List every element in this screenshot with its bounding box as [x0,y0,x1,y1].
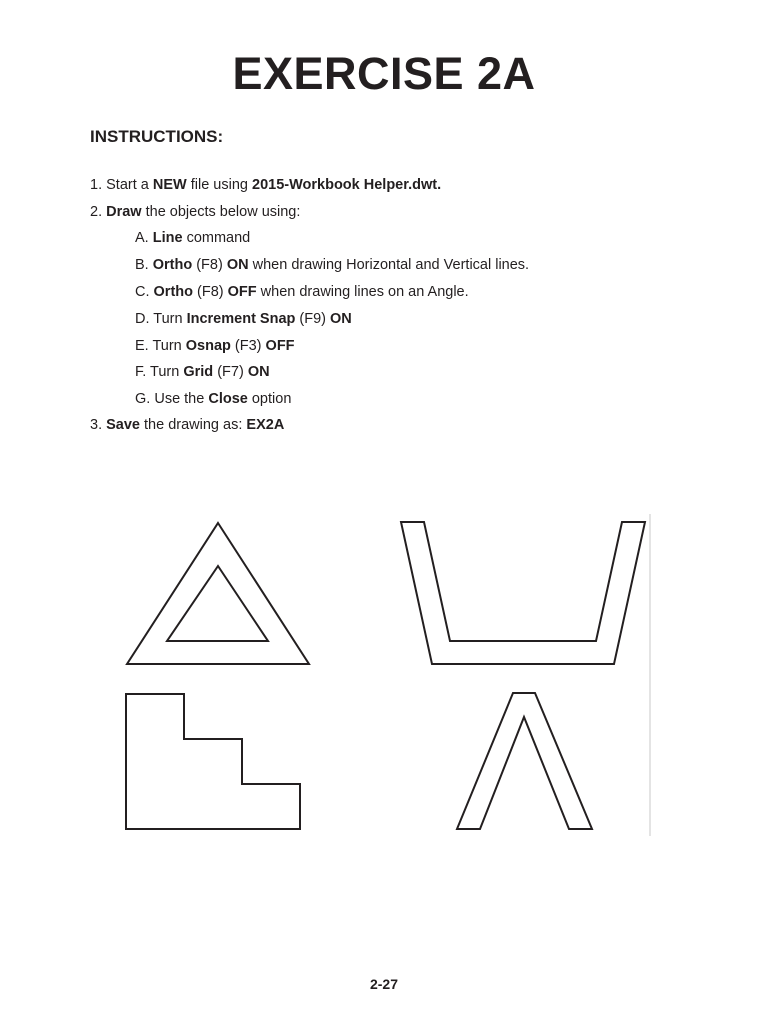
page-number: 2-27 [369,976,399,992]
page-title: EXERCISE 2A [232,48,536,99]
triangle-frame-drawing [127,523,309,664]
step-2d: D. Turn Increment Snap (F9) ON [135,311,352,327]
step-2g: G. Use the Close option [135,391,292,407]
step-3: 3. Save the drawing as: EX2A [90,417,285,433]
step-1: 1. Start a NEW file using 2015-Workbook Helper.dwt. [90,177,442,193]
step-2c: C. Ortho (F8) OFF when drawing lines on an Angle. [135,284,469,300]
stair-step-drawing [126,694,300,829]
step-2b: B. Ortho (F8) ON when drawing Horizontal and Vertical lines. [135,257,530,273]
u-channel-outline [401,522,645,664]
step-2e: E. Turn Osnap (F3) OFF [135,338,295,354]
inverted-v-outline [457,693,592,829]
u-channel-drawing [401,522,645,664]
stair-step-outline [126,694,300,829]
step-2a: A. Line command [135,230,251,246]
instructions-heading: INSTRUCTIONS: [90,127,224,146]
step-2f: F. Turn Grid (F7) ON [135,364,270,380]
triangle-outer [127,523,309,664]
step-2: 2. Draw the objects below using: [90,204,301,220]
inverted-v-drawing [457,693,592,829]
